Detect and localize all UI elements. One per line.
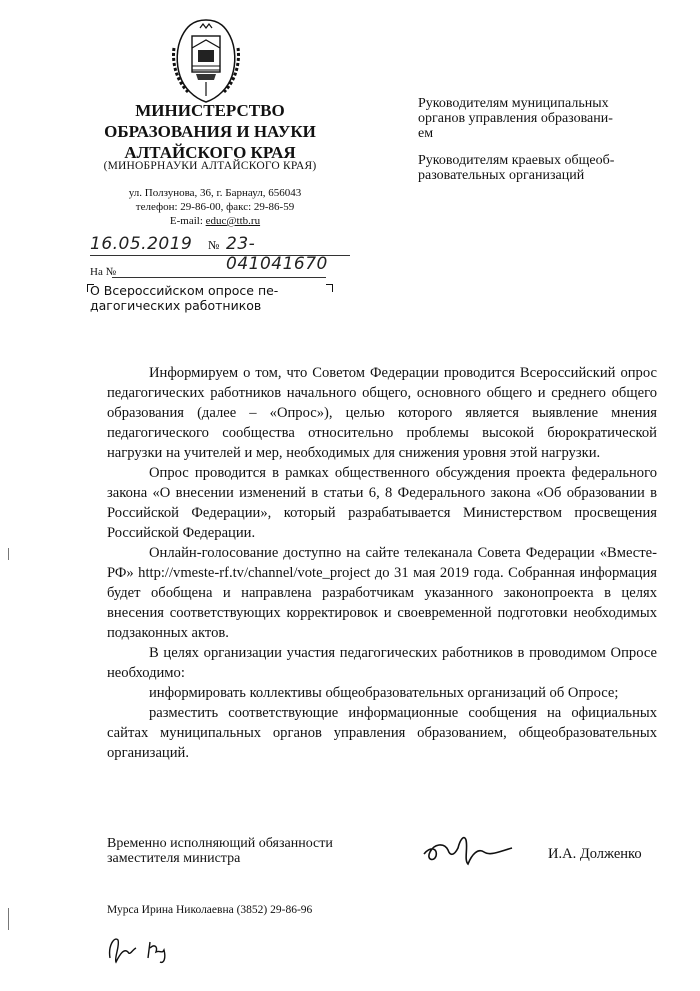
address: ул. Ползунова, 36, г. Барнаул, 656043 [128,187,302,199]
signatory-title [107,836,397,866]
ministry-name-line1: МИНИСТЕРСТВО [135,101,285,120]
executor-info: Мурса Ирина Николаевна (3852) 29-86-96 [107,904,313,916]
scan-margin-mark [8,908,9,930]
ministry-name-line2: ОБРАЗОВАНИЯ И НАУКИ [104,122,316,141]
subject-line: дагогических работников [90,298,262,313]
paragraph: Информируем о том, что Советом Федерации проводится Всероссийский опрос педагогических работников начального общего, основного общего и среднего общего образования (далее – «Опрос»), целью которого является выявление мнения педагогического сообщества относительно проблемы высокой бюрократической нагрузки на учителей и мер, необходимых для снижения уровня этой нагрузки. [107,365,657,461]
handwritten-signature [420,826,516,870]
paragraph: Опрос проводится в рамках общественного обсуждения проекта федерального закона «О внесении изменений в статьи 6, 8 Федерального закона «Об образовании в Российской Федерации», который разрабатывается Министерством просвещения Российской Федерации. [107,465,657,541]
signatory-name: И.А. Долженко [548,846,642,862]
ministry-name [90,100,330,163]
recipient-line: разовательных организаций [418,168,585,183]
email-label: E-mail: [169,215,206,227]
ministry-name-line3: АЛТАЙСКОГО КРАЯ [124,143,296,162]
email-line [120,214,310,228]
ministry-short-name: (МИНОБРНАУКИ АЛТАЙСКОГО КРАЯ) [103,160,317,172]
email-link[interactable]: educ@ttb.ru [205,215,261,227]
handwritten-initials [104,928,184,966]
registration-number: 23-041041670 [226,234,328,274]
recipient-regional [418,153,663,183]
recipient-line: ем [418,126,434,141]
recipients-block [418,96,663,195]
paragraph: разместить соответствующие информационные сообщения на официальных сайтах муниципальных органов управления образованием, общеобразовательных организаций. [107,705,657,761]
recipient-municipal [418,96,663,141]
letter-body [107,363,657,763]
letter-subject [90,283,330,313]
recipient-line: Руководителям муниципальных [418,96,609,111]
registration-underline [90,255,350,256]
phone-fax: телефон: 29-86-00, факс: 29-86-59 [135,201,295,213]
subject-line: О Всероссийском опросе пе- [90,283,279,298]
number-sign: № [208,238,220,252]
coat-of-arms-emblem [170,18,242,104]
paragraph: Онлайн-голосование доступно на сайте телеканала Совета Федерации «Вместе-РФ» http://vmeste-rf.tv/channel/vote_project до 31 мая 2019 года. Собранная информация будет обобщена и направлена разработчикам указанного законопроекта в целях внесения соответствующих корректировок и своевременной подготовки необходимых подзаконных актов. [107,545,657,641]
reply-to-underline [112,277,326,278]
recipient-line: органов управления образовани- [418,111,613,126]
ministry-contacts [120,186,310,228]
registration-date: 16.05.2019 [90,234,193,254]
reply-to-label: На № [90,266,117,278]
recipient-line: Руководителям краевых общеоб- [418,153,615,168]
paragraph: информировать коллективы общеобразовательных организаций об Опросе; [149,685,619,701]
signatory-title-line: Временно исполняющий обязанности [107,836,333,851]
paragraph: В целях организации участия педагогических работников в проводимом Опросе необходимо: [107,645,657,681]
signatory-title-line: заместителя министра [107,851,241,866]
scan-margin-mark [8,548,9,560]
